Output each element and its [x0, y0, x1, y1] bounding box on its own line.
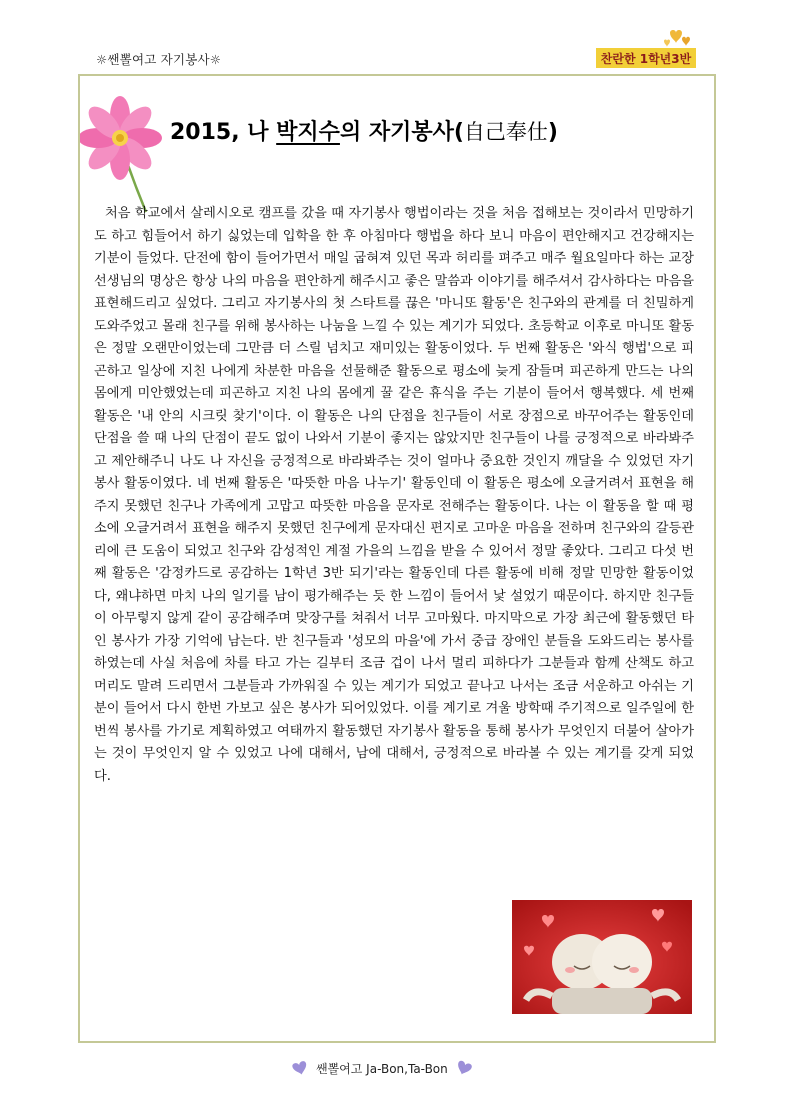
hugging-dolls-photo [512, 900, 692, 1014]
purple-heart-icon [454, 1060, 474, 1076]
title-author-name: 박지수 [276, 120, 340, 145]
title-year: 2015, 나 [170, 120, 277, 145]
purple-heart-icon [290, 1060, 310, 1076]
title-rest: 의 자기봉사( [339, 120, 464, 145]
document-title [170, 115, 670, 146]
title-close: ) [547, 120, 558, 145]
essay-body: 처음 학교에서 살레시오로 캠프를 갔을 때 자기봉사 행법이라는 것을 처음 접해보는 것이라서 민망하기도 하고 힘들어서 하기 싫었는데 입학을 한 후 아침마다 행법을 하다 보니 마음이 편안해지고 건강해지는 기분이 들었다. 단전에 함이 들어가면서 매일 굽혀져 있던 목과 허리를 펴주고 매주 월요일마다 하는 교장선생님의 명상은 항상 나의 마음을 편안하게 해주시고 좋은 말씀과 이야기를 해주셔서 감사하다는 마음을 표현해드리고 싶었다. 그리고 자기봉사의 첫 스타트를 끊은 '마니또 활동'은 친구와의 관계를 더 친밀하게 도와주었고 몰래 친구를 위해 봉사하는 나눔을 느낄 수 있는 계기가 되었다. 초등학교 이후로 마니또 활동은 정말 오랜만이었는데 그만큼 더 스릴 넘치고 재미있는 활동이었다. 두 번째 활동은 '와식 행법'으로 피곤하고 일상에 지친 나에게 차분한 마음을 선물해준 활동으로 평소에 늦게 잠들며 피곤하게 만드는 나의 몸에게 미안했었는데 피곤하고 지친 나의 몸에게 꿀 같은 휴식을 주는 기분이 들어서 행복했다. 세 번째 활동은 '내 안의 시크릿 찾기'이다. 이 활동은 나의 단점을 친구들이 서로 장점으로 바꾸어주는 활동인데 단점을 쓸 때 나의 단점이 끝도 없이 나와서 기분이 좋지는 않았지만 친구들이 나를 긍정적으로 바라봐주고 제안해주니 나도 나 자신을 긍정적으로 바라봐주는 것이 얼마나 중요한 것인지 깨달을 수 있었던 자기봉사 활동이였다. 네 번째 활동은 '따뜻한 마음 나누기' 활동인데 이 활동은 평소에 오글거려서 표현을 해주지 못했던 친구나 가족에게 고맙고 따뜻한 마음을 문자로 전해주는 활동이다. 나는 이 활동을 할 때 평소에 오글거려서 표현을 해주지 못했던 친구에게 문자대신 편지로 고마운 마음을 전하며 친구와의 갈등관리에 큰 도움이 되었고 친구와 감성적인 계절 가을의 느낌을 받을 수 있어서 정말 좋았다. 그리고 다섯 번째 활동은 '감정카드로 공감하는 1학년 3반 되기'라는 활동인데 다른 활동에 비해 정말 민망한 활동이었다, 왜냐하면 마치 나의 일기를 남이 평가해주는 듯 한 느낌이 들어서 낯 설었기 때문이다. 하지만 친구들이 아무렇지 않게 같이 공감해주며 맞장구를 쳐줘서 너무 고마웠다. 마지막으로 가장 최근에 활동했던 타인 봉사가 가장 기억에 남는다. 반 친구들과 '성모의 마을'에 가서 중급 장애인 분들을 도와드리는 봉사를 하였는데 사실 처음에 차를 타고 가는 길부터 조금 겁이 나서 멀리 피하다가 그분들과 함께 산책도 하고 머리도 말려 드리면서 그분들과 가까워질 수 있는 계기가 되었고 끝나고 나서는 조금 서운하고 아쉬는 기분이 들어서 다시 한번 가보고 싶은 봉사가 되어있었다. 이를 계기로 겨울 방학때 주기적으로 일주일에 한 번씩 봉사를 가기로 계획하였고 여태까지 활동했던 자기봉사 활동을 통해 봉사가 무엇인지 더불어 살아가는 것이 무엇인지 알 수 있었고 나에 대해서, 남에 대해서, 긍정적으로 바라볼 수 있는 계기를 갖게 되었다. [94, 206, 694, 784]
cosmos-flower-icon [80, 88, 180, 216]
title-hanja: 自己奉仕 [463, 120, 548, 144]
header-school-label: ☼쌘뽈여고 자기봉사☼ [96, 52, 222, 67]
footer-text: 쌘뽈여고 Ja-Bon,Ta-Bon [316, 1061, 448, 1076]
class-badge: 찬란한 1학년3반 [596, 48, 696, 68]
page-footer [290, 1056, 500, 1080]
